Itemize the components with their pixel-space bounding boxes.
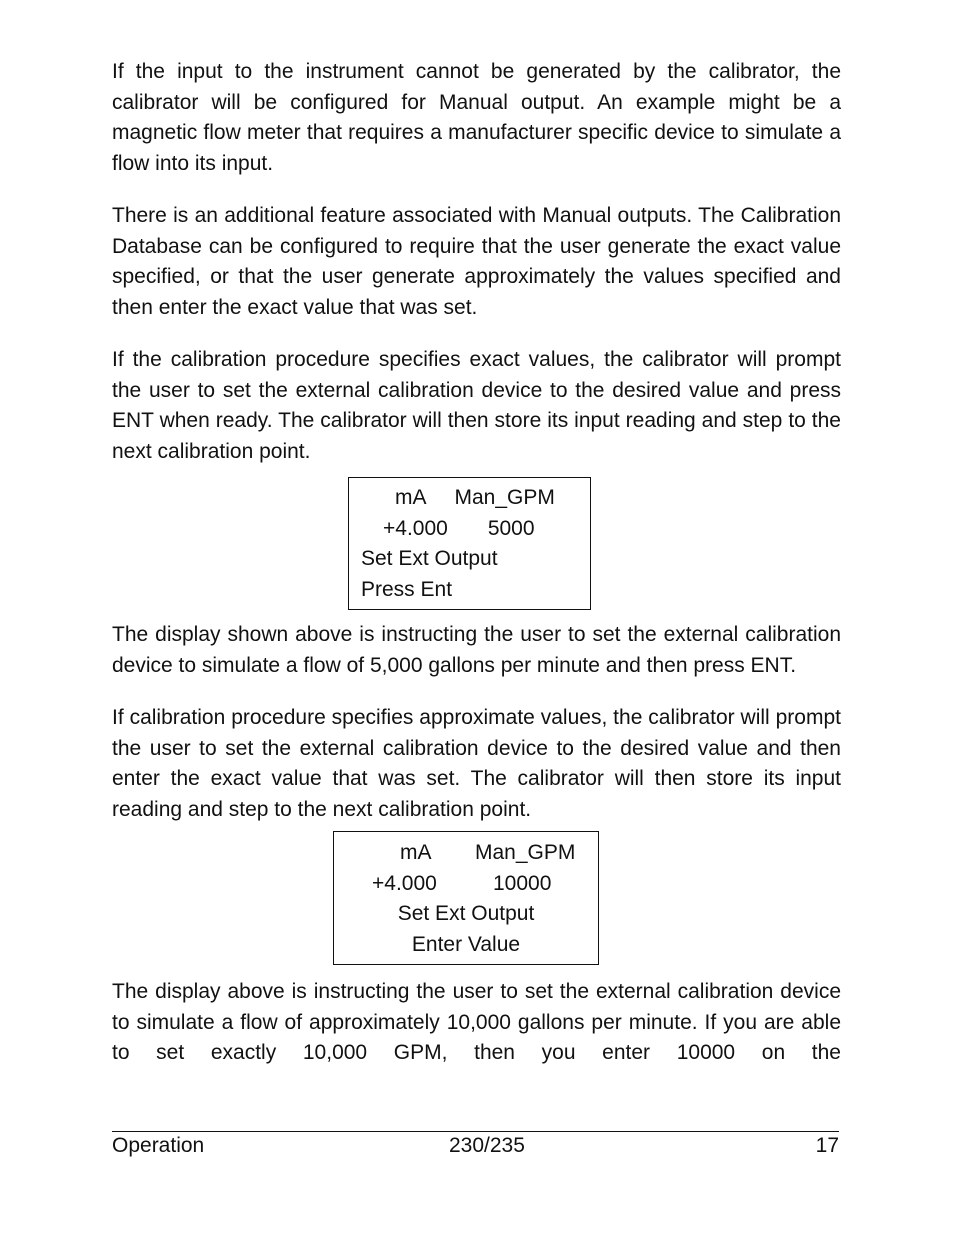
display-line-3: Set Ext Output bbox=[397, 902, 535, 925]
footer-page-number: 17 bbox=[815, 1134, 839, 1157]
display-unit-in: mA bbox=[395, 486, 427, 509]
display-value-in: +4.000 bbox=[372, 871, 437, 895]
display-value-out: 10000 bbox=[493, 871, 552, 895]
paragraph-display-explanation-2: The display above is instructing the user to set the external calibration device to simulate a flow of approximately 10,000 gallons per minute. If you are able to set exactly 10,000 GPM, then you enter 10000 on the bbox=[112, 980, 841, 1064]
footer-section: Operation bbox=[112, 1134, 205, 1157]
display-value-row bbox=[334, 869, 598, 900]
footer-model: 230/235 bbox=[449, 1134, 525, 1157]
paragraph-exact-values: If the calibration procedure specifies exact values, the calibrator will prompt the user to set the external calibration device to the desired value and press ENT when ready. The calibrator will then store its input reading and step to the next calibration point. bbox=[112, 348, 841, 463]
display-line-4: Enter Value bbox=[411, 932, 521, 956]
display-header-row bbox=[361, 483, 590, 514]
display-value-out: 5000 bbox=[487, 516, 535, 540]
display-unit-out: Man_GPM bbox=[475, 841, 576, 864]
display-value-in: +4.000 bbox=[383, 516, 448, 540]
calibrator-display-exact bbox=[348, 477, 591, 610]
page-content bbox=[112, 57, 841, 1069]
display-line-3: Set Ext Output bbox=[361, 547, 498, 570]
page-footer bbox=[112, 1131, 839, 1162]
paragraph-approximate-values: If calibration procedure specifies approximate values, the calibrator will prompt the user to set the external calibration device to the desired value and then enter the exact value that was set. The calibrator will then store its input reading and step to the next calibration point. bbox=[112, 706, 841, 821]
paragraph-manual-feature: There is an additional feature associated with Manual outputs. The Calibration Database can be configured to require that the user generate the exact value specified, or that the user generate approximately the values specified and then enter the exact value that was set. bbox=[112, 204, 841, 319]
display-value-row bbox=[361, 514, 590, 545]
display-unit-in: mA bbox=[400, 841, 432, 864]
display-unit-out: Man_GPM bbox=[454, 486, 555, 509]
display-line-4: Press Ent bbox=[361, 577, 453, 601]
calibrator-display-approximate bbox=[333, 831, 599, 965]
paragraph-display-explanation-1: The display shown above is instructing the user to set the external calibration device to simulate a flow of 5,000 gallons per minute and then press ENT. bbox=[112, 623, 841, 677]
paragraph-manual-output: If the input to the instrument cannot be generated by the calibrator, the calibrator will be configured for Manual output. An example might be a magnetic flow meter that requires a manufacturer specific device to simulate a flow into its input. bbox=[112, 60, 841, 175]
display-header-row bbox=[334, 838, 598, 869]
